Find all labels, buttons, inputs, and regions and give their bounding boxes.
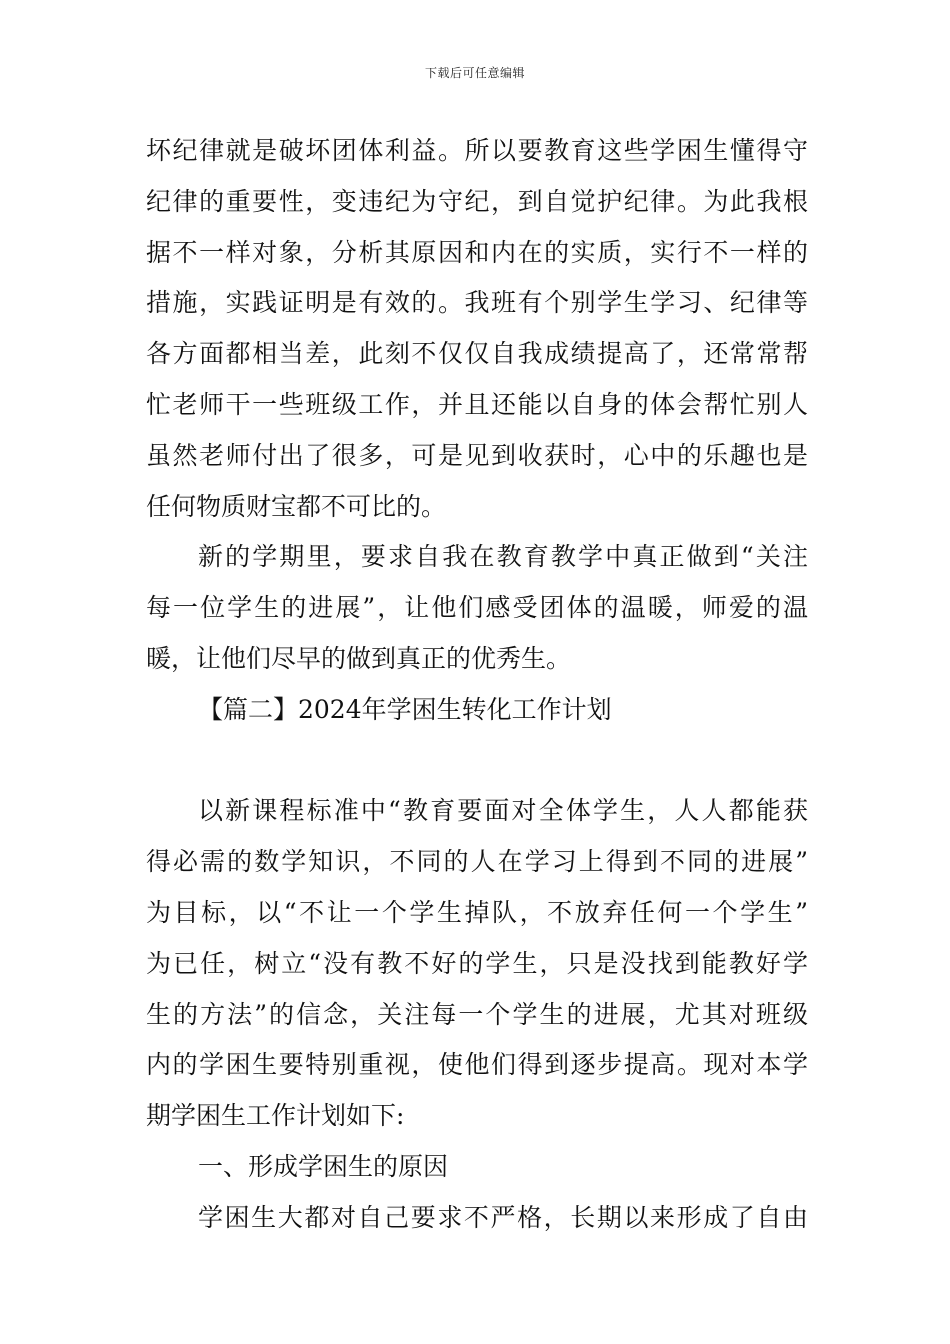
paragraph-line: 为已任，树立“没有教不好的学生，只是没找到能教好学 (146, 948, 808, 978)
paragraph-line: 暖，让他们尽早的做到真正的优秀生。 (146, 643, 572, 673)
paragraph-line: 措施，实践证明是有效的。我班有个别学生学习、纪律等 (146, 288, 808, 318)
paragraph-line: 生的方法”的信念，关注每一个学生的进展，尤其对班级 (146, 999, 808, 1029)
paragraph-line: 纪律的重要性，变违纪为守纪，到自觉护纪律。为此我根 (146, 186, 808, 216)
paragraph-line: 据不一样对象，分析其原因和内在的实质，实行不一样的 (146, 237, 808, 267)
section-heading: 【篇二】2024年学困生转化工作计划 (198, 694, 612, 724)
paragraph-line: 学困生大都对自己要求不严格，长期以来形成了自由 (198, 1202, 808, 1232)
paragraph-line: 以新课程标准中“教育要面对全体学生，人人都能获 (198, 796, 808, 826)
paragraph-line: 任何物质财宝都不可比的。 (146, 491, 447, 521)
paragraph-line: 坏纪律就是破坏团体利益。所以要教育这些学困生懂得守 (146, 136, 808, 165)
paragraph-line: 虽然老师付出了很多，可是见到收获时，心中的乐趣也是 (146, 440, 808, 470)
paragraph-line: 各方面都相当差，此刻不仅仅自我成绩提高了，还常常帮 (146, 339, 808, 369)
paragraph-line: 每一位学生的进展”，让他们感受团体的温暖，师爱的温 (146, 593, 808, 623)
paragraph-line: 忙老师干一些班级工作，并且还能以自身的体会帮忙别人 (146, 389, 808, 419)
paragraph-line: 期学困生工作计划如下: (146, 1101, 405, 1131)
paragraph-line: 新的学期里，要求自我在教育教学中真正做到“关注 (198, 542, 808, 572)
document-body (146, 126, 808, 1244)
paragraph-line: 内的学困生要特别重视，使他们得到逐步提高。现对本学 (146, 1050, 808, 1080)
paragraph-line: 为目标，以“不让一个学生掉队，不放弃任何一个学生” (146, 897, 808, 927)
subsection-heading: 一、形成学困生的原因 (198, 1151, 449, 1181)
page-header: 下载后可任意编辑 (424, 66, 525, 80)
paragraph-line: 得必需的数学知识，不同的人在学习上得到不同的进展” (146, 847, 808, 877)
blank-line (146, 736, 808, 787)
